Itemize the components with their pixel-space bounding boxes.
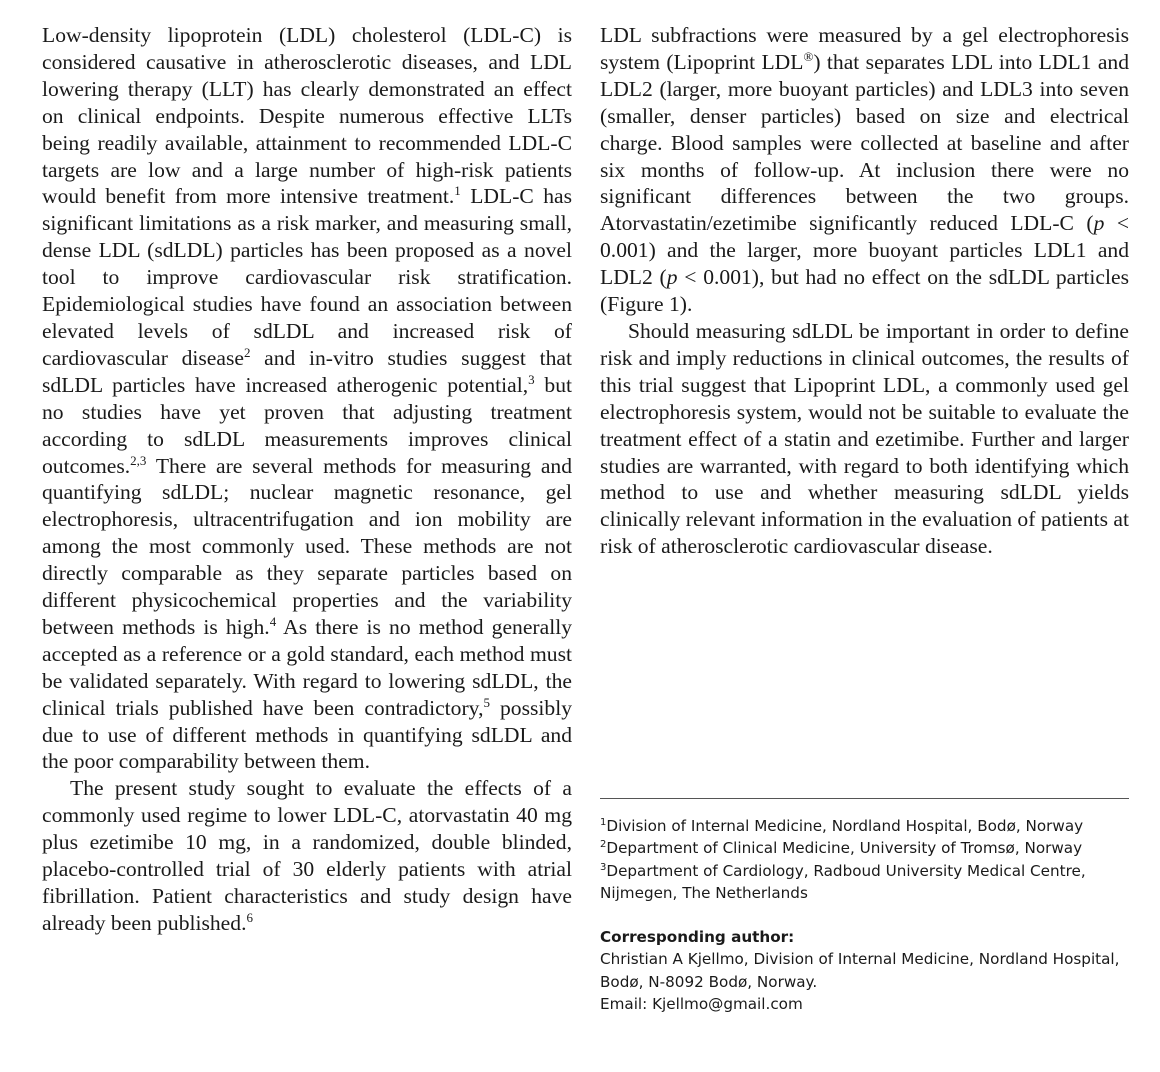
p-value-symbol: p — [666, 265, 678, 290]
affiliation-number: 2 — [600, 839, 607, 851]
right-column — [600, 22, 1129, 560]
corresponding-author-heading: Corresponding author: — [600, 928, 795, 947]
corresponding-author — [600, 926, 1129, 1015]
methods-results-paragraph — [600, 22, 1129, 318]
corresponding-author-address: Christian A Kjellmo, Division of Internal Medicine, Nordland Hospital, Bodø, N-8092 Bodø, Norway. — [600, 950, 1120, 991]
text-run: < 0.001), but had no effect on the sdLDL particles (Figure 1). — [600, 265, 1129, 317]
text-run: Low-density lipoprotein (LDL) cholesterol (LDL-C) is considered causative in atherosclerotic diseases, and LDL lowering therapy (LLT) has clearly demonstrated an effect on clinical endpoints. Despite numerous effective LLTs being readily available, attainment to recommended LDL-C targets are low and a large number of high-risk patients would benefit from more intensive treatment. — [42, 23, 572, 209]
text-run: As there is no method generally accepted as a reference or a gold standard, each method must be validated separately. With regard to lowering sdLDL, the clinical trials published have been contradictory, — [42, 614, 572, 720]
corresponding-author-email: Email: Kjellmo@gmail.com — [600, 995, 803, 1014]
intro-paragraph — [42, 22, 572, 775]
citation-ref: 4 — [269, 613, 277, 629]
left-column — [42, 22, 572, 937]
affiliation-text: Department of Clinical Medicine, University of Tromsø, Norway — [606, 839, 1083, 858]
footnotes — [600, 798, 1129, 1015]
text-run: but no studies have yet proven that adjusting treatment according to sdLDL measurements improves clinical outcomes. — [42, 372, 573, 478]
citation-ref: 6 — [246, 909, 253, 925]
affiliation-3 — [600, 860, 1129, 905]
text-run: LDL-C has significant limitations as a risk marker, and measuring small, dense LDL (sdLDL) particles has been proposed as a novel tool to improve cardiovascular risk stratification. Epidemiological studies have found an association between elevated levels of sdLDL and increased risk of cardiovascular disease — [42, 184, 572, 370]
citation-ref: 1 — [454, 183, 461, 199]
text-run: Should measuring sdLDL be important in order to define risk and imply reductions in clinical outcomes, the results of this trial suggest that Lipoprint LDL, a commonly used gel electrophoresis system, would not be suitable to evaluate the treatment effect of a statin and ezetimibe. Further and larger studies are warranted, with regard to both identifying which method to use and whether measuring sdLDL yields clinically relevant information in the evaluation of patients at risk of atherosclerotic cardiovascular disease. — [600, 318, 1129, 559]
citation-ref: 5 — [483, 694, 490, 710]
affiliation-text: Department of Cardiology, Radboud University Medical Centre, Nijmegen, The Netherlands — [600, 861, 1086, 902]
text-run: LDL subfractions were measured by a gel electrophoresis system (Lipoprint LDL — [600, 23, 1129, 74]
text-run: ) that separates LDL into LDL1 and LDL2 (larger, more buoyant particles) and LDL3 into seven (smaller, denser particles) based on size and electrical charge. Blood samples were collected at baseline and after six months of follow-up. At inclusion there were no significant differences between the two groups. Atorvastatin/ezetimibe significantly reduced LDL-C ( — [600, 49, 1130, 236]
footnote-divider — [600, 798, 1129, 799]
affiliation-number: 1 — [600, 817, 607, 828]
text-run: The present study sought to evaluate the effects of a commonly used regime to lower LDL-C, atorvastatin 40 mg plus ezetimibe 10 mg, in a randomized, double blinded, placebo-controlled trial of 30 elderly patients with atrial fibrillation. Patient characteristics and study design have already been published. — [42, 776, 572, 935]
conclusion-paragraph — [600, 318, 1129, 560]
text-run: and in-vitro studies suggest that sdLDL particles have increased atherogenic potential, — [42, 345, 572, 397]
text-run: possibly due to use of different methods in quantifying sdLDL and the poor comparability between them. — [42, 695, 572, 774]
registered-mark: ® — [803, 48, 814, 64]
citation-ref: 3 — [528, 371, 535, 387]
affiliation-text: Division of Internal Medicine, Nordland Hospital, Bodø, Norway — [606, 817, 1084, 835]
text-run: There are several methods for measuring and quantifying sdLDL; nuclear magnetic resonance, gel electrophoresis, ultracentrifugation and ion mobility are among the most commonly used. These methods are not directly comparable as they separate particles based on different physicochemical properties and the variability between methods is high. — [42, 453, 572, 639]
citation-ref: 2 — [243, 344, 251, 360]
citation-ref: 2,3 — [130, 452, 147, 468]
affiliation-2 — [600, 837, 1129, 859]
affiliations — [600, 815, 1129, 904]
p-value-symbol: p — [1093, 211, 1105, 236]
affiliation-1 — [600, 815, 1129, 837]
text-run: < 0.001) and the larger, more buoyant particles LDL1 and LDL2 ( — [600, 211, 1129, 290]
affiliation-number: 3 — [600, 861, 607, 873]
study-aim-paragraph — [42, 775, 572, 936]
